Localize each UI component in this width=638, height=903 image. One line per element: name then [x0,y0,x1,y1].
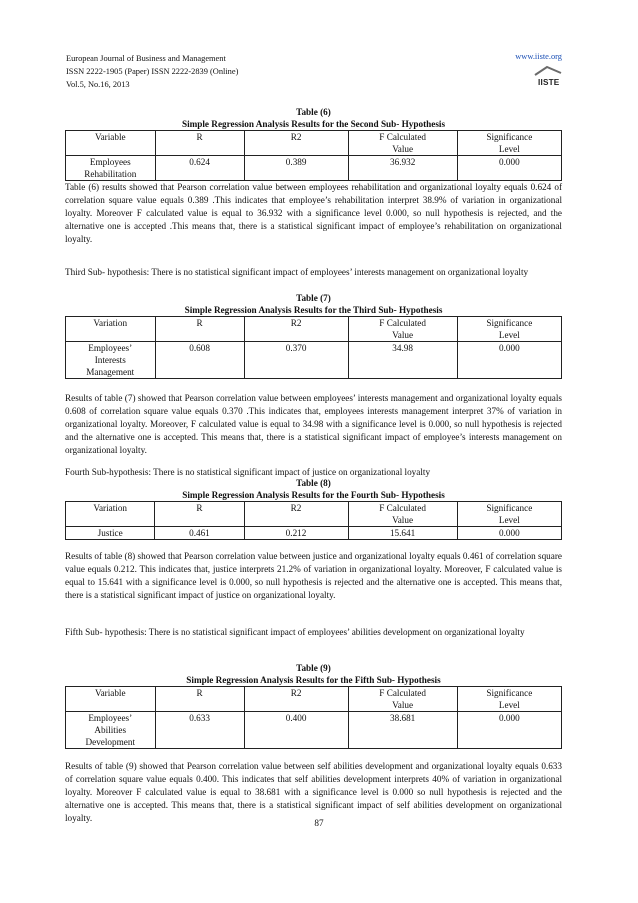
hypothesis-text: Third Sub- hypothesis: There is no statistical significant impact of employees’ interests management on organizational loyalty [65,267,529,277]
table8-cell: 15.641 [348,527,457,540]
table8 [65,501,562,540]
table6-header-cell: R2 [244,131,348,156]
table7-cell: 0.000 [457,342,561,379]
table7-title: Table (7) [296,293,331,303]
hypothesis-3 [65,266,562,279]
table9-header-cell: F Calculated Value [348,687,457,712]
table9-cell: 38.681 [348,712,457,749]
table-row [66,527,562,540]
hypothesis-text: Fourth Sub-hypothesis: There is no statistical significant impact of justice on organizational loyalty [65,467,431,477]
table7-header-cell: Significance Level [457,317,561,342]
table9-cell: 0.000 [457,712,561,749]
table7-cell: Employees’ Interests Management [66,342,156,379]
table6-header-cell: Significance Level [457,131,561,156]
table-row [66,712,562,749]
table9-title: Table (9) [296,663,331,673]
iiste-logo-text: IISTE [538,78,560,87]
table6-subtitle: Simple Regression Analysis Results for the Second Sub- Hypothesis [181,119,446,129]
table9-header-cell: Significance Level [457,687,561,712]
table9-cell: 0.633 [155,712,244,749]
table7-cell: 34.98 [348,342,457,379]
table8-block [65,477,562,540]
table6-block [65,106,562,181]
table7-subtitle: Simple Regression Analysis Results for the Third Sub- Hypothesis [184,305,443,315]
table8-cell: 0.212 [244,527,348,540]
table7-block [65,292,562,379]
table8-header-row [66,502,562,527]
table9-subtitle: Simple Regression Analysis Results for the Fifth Sub- Hypothesis [186,675,441,685]
table6-cell: Employees Rehabilitation [66,156,156,181]
table6-header-cell: F Calculated Value [348,131,457,156]
paragraph-table6 [65,181,562,246]
paragraph-table9 [65,760,562,825]
page-number: 87 [314,818,324,828]
table9-header-cell: R2 [244,687,348,712]
paragraph-text: Table (6) results showed that Pearson correlation value between employees rehabilitation and organizational loyalty equals 0.624 of correlation square value equals 0.389 .This indicates that employee’s rehabilitation interpret 38.9% of variation in organizational loyalty. Moreover F calculated value is equal to 36.932 with a significance level 0.000, so null hypothesis is rejected, and the alternative one is accepted .This means that, there is a statistical significant impact of employee’s rehabilitation on organizational loyalty. [65,182,562,245]
journal-issn: ISSN 2222-1905 (Paper) ISSN 2222-2839 (Online) [66,67,239,77]
table9-header-cell: Variable [66,687,156,712]
table6-cell: 0.624 [155,156,244,181]
table8-cell: 0.461 [155,527,244,540]
table7-cell: 0.370 [244,342,348,379]
table8-header-cell: Variation [66,502,155,527]
table6-header-cell: R [155,131,244,156]
table6-cell: 0.389 [244,156,348,181]
hypothesis-5 [65,626,562,639]
table6-cell: 36.932 [348,156,457,181]
table-row [66,342,562,379]
table6 [65,130,562,181]
table8-cell: Justice [66,527,155,540]
table7-header-row [66,317,562,342]
table6-cell: 0.000 [457,156,561,181]
table7 [65,316,562,379]
table8-header-cell: R [155,502,244,527]
table8-title: Table (8) [296,478,331,488]
table8-subtitle: Simple Regression Analysis Results for the Fourth Sub- Hypothesis [182,490,445,500]
table6-header-row [66,131,562,156]
journal-name: European Journal of Business and Management [66,54,226,63]
table9-header-row [66,687,562,712]
table8-header-cell: Significance Level [457,502,561,527]
table8-header-cell: R2 [244,502,348,527]
paragraph-table8 [65,550,562,602]
table7-cell: 0.608 [155,342,244,379]
journal-header [66,52,238,92]
table6-header-cell: Variable [66,131,156,156]
table9-block [65,662,562,749]
table9-header-cell: R [155,687,244,712]
hypothesis-text: Fifth Sub- hypothesis: There is no statistical significant impact of employees’ abilities development on organizational loyalty [65,627,525,637]
table8-header-cell: F Calculated Value [348,502,457,527]
table6-title: Table (6) [296,107,331,117]
table8-cell: 0.000 [457,527,561,540]
table7-header-cell: Variation [66,317,156,342]
paragraph-table7 [65,392,562,457]
journal-volume: Vol.5, No.16, 2013 [66,80,130,90]
table9-cell: Employees’ Abilities Development [66,712,156,749]
journal-url-link[interactable]: www.iiste.org [515,52,562,61]
table7-header-cell: F Calculated Value [348,317,457,342]
table9 [65,686,562,749]
table7-header-cell: R2 [244,317,348,342]
paragraph-text: Results of table (9) showed that Pearson correlation value between self abilities development and organizational loyalty equals 0.633 of correlation square value equals 0.400. This indicates that self abilities development interprets 40% of variation in organizational loyalty. Moreover F calculated value is equal to 38.681 with a significance level is 0.000 so null hypothesis is rejected and the alternative one is accepted. This means that, there is a statistical significant impact of self abilities development on organizational loyalty. [65,761,562,824]
table9-cell: 0.400 [244,712,348,749]
paragraph-text: Results of table (8) showed that Pearson correlation value between justice and organizational loyalty equals 0.461 of correlation square value equals 0.212. This indicates that, justice interprets 21.2% of variation in organizational loyalty. Moreover, F calculated value is equal to 15.641 with a significance level is 0.000, so null hypothesis is rejected and the alternative one is accepted. This means that, there is a statistical significant impact of justice on organizational loyalty. [65,551,562,601]
table-row [66,156,562,181]
table7-header-cell: R [155,317,244,342]
paragraph-text: Results of table (7) showed that Pearson correlation value between employees’ interests management and organizational loyalty equals 0.608 of correlation square value equals 0.370 .This indicates that, employees interests management interpret 37% of variation in organizational loyalty. Moreover, F calculated value is equal to 34.98 with a significance level is 0.000, so null hypothesis is rejected and the alternative one is accepted. This means that, there is a statistical significant impact of employee’s interests management on organizational loyalty. [65,393,562,456]
